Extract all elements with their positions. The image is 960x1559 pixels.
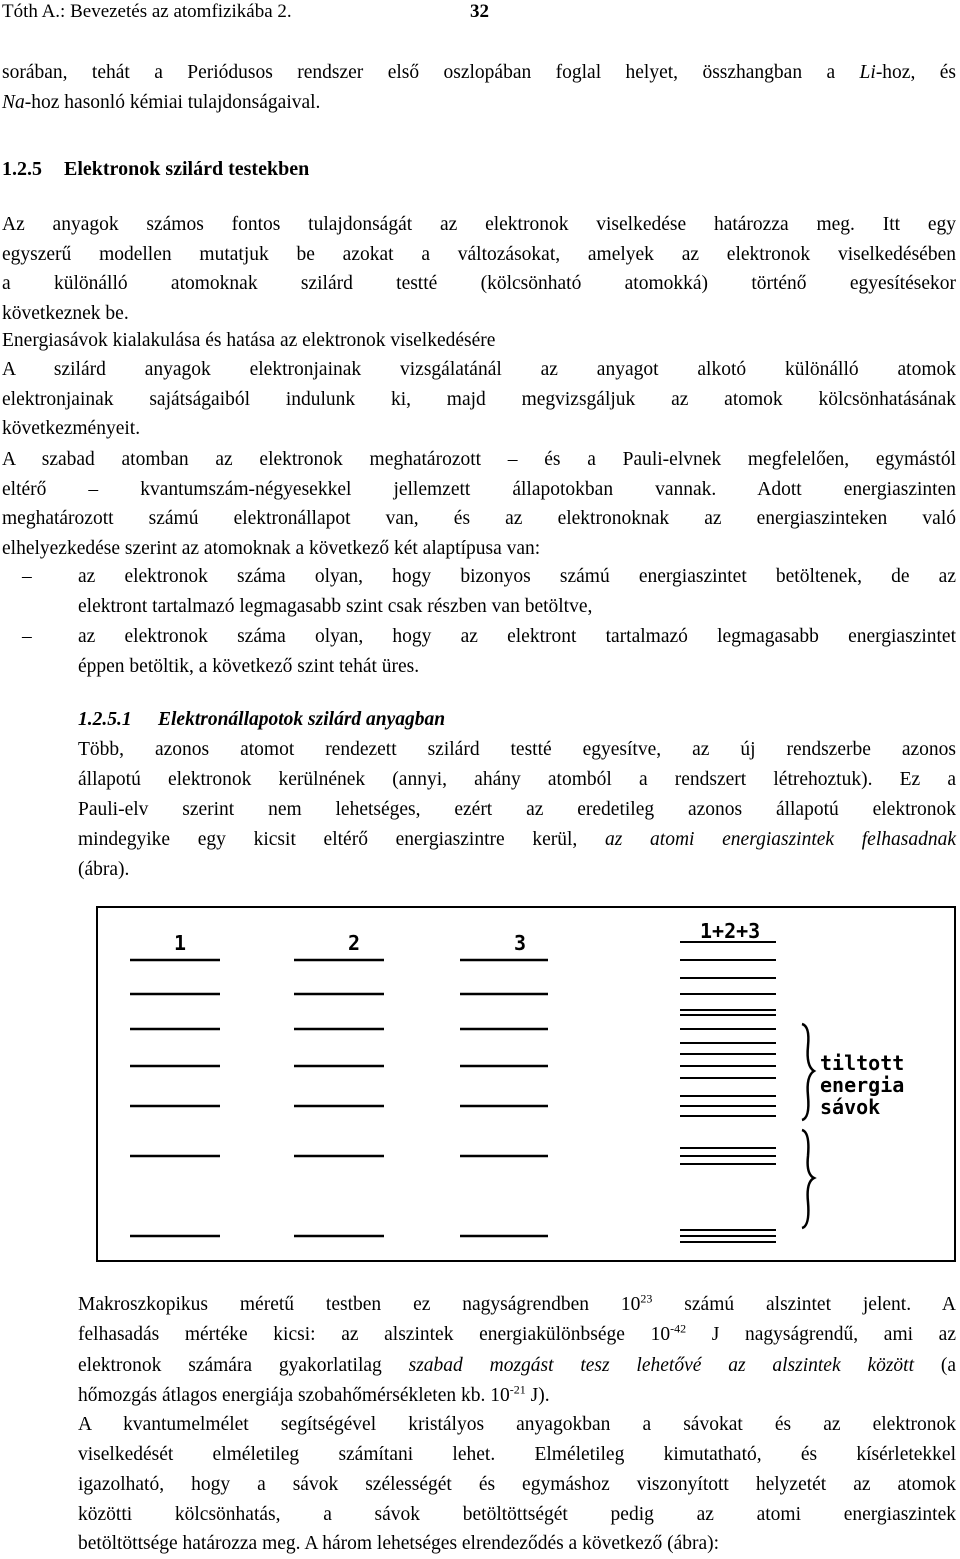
p1-line: következnek be. [2,303,129,324]
p5-line [78,1351,956,1381]
intro-line-1 [2,58,956,88]
p4-text: mindegyike egy kicsit eltérő energiaszintre kerül, [78,829,605,850]
p5-text: Makroszkopikus méretű testben ez nagyságrendben 10 [78,1294,641,1315]
p4-line: Pauli-elv szerint nem lehetséges, ezért az eredetileg azonos állapotú elektronok [78,799,956,820]
p5-text: J nagyságrendű, ami az [686,1324,956,1345]
intro-text: sorában, tehát a Periódusos rendszer első oszlopában foglal helyet, összhangban a [2,62,860,83]
energy-level-splitting-figure [96,906,956,1262]
p3-line: A szabad atomban az elektronok meghatározott – és a Pauli-elvnek megfelelően, egymástól [2,449,956,470]
p5-line [78,1381,956,1411]
subsection-number: 1.2.5.1 [78,709,132,730]
figure-label-2: 2 [348,931,361,955]
p2-line: következményeit. [2,418,141,439]
header-title: Tóth A.: Bevezetés az atomfizikába 2. [2,1,292,22]
p5-line [78,1290,956,1320]
p5-line [78,1320,956,1350]
annotation-line-2: energia [820,1073,905,1097]
p5-text: elektronok számára gyakorlatilag [78,1355,409,1376]
p4-line: Több, azonos atomot rendezett szilárd testté egyesítve, az új rendszerbe azonos [78,739,956,760]
section-number: 1.2.5 [2,158,42,180]
p6-line: A kvantumelmélet segítségével kristályos anyagokban a sávokat és az elektronok [78,1414,956,1435]
p1-line: Az anyagok számos fontos tulajdonságát az elektronok viselkedése határozza meg. Itt egy [2,214,956,235]
p2-line: elektronjainak sajátságaiból indulunk ki, majd megvizsgáljuk az atomok kölcsönhatásának [2,389,956,410]
p3-line: eltérő – kvantumszám-négyesekkel jellemzett állapotokban vannak. Adott energiaszinten [2,479,956,500]
p2-line: Energiasávok kialakulása és hatása az elektronok viselkedésére [2,330,496,351]
annotation-line-3: sávok [820,1095,881,1119]
p5-text: (a [914,1355,957,1376]
p4-line: (ábra). [78,859,130,880]
p5-text: számú alszintet jelent. A [652,1294,956,1315]
section-heading [2,154,309,184]
p6-line: viselkedését elméletileg számítani lehet. Elméletileg kimutatható, és kísérletekkel [78,1444,956,1465]
bullet-2-line: éppen betöltik, a következő szint tehát üres. [78,656,420,677]
p4-italic: az atomi energiaszintek felhasadnak [605,829,956,850]
p5-text: J). [525,1385,550,1406]
figure-label-combined: 1+2+3 [700,919,761,943]
p5-text: felhasadás mértéke kicsi: az alszintek energiakülönbsége 10 [78,1324,671,1345]
subsection-title: Elektronállapotok szilárd anyagban [158,709,446,730]
p1-line: a különálló atomoknak szilárd testté (kölcsönható atomokká) történő egyesítésekor [2,273,956,294]
p3-line: meghatározott számú elektronállapot van, és az elektronoknak az energiaszinteken való [2,508,956,529]
figure-label-1: 1 [174,931,187,955]
exponent: 23 [640,1291,653,1306]
p4-line: állapotú elektronok kerülnének (annyi, ahány atomból a rendszert létrehoztuk). Ez a [78,769,956,790]
p6-line: közötti kölcsönhatás, a sávok betöltöttségét pedig az atomi energiaszintek [78,1504,956,1525]
intro-text: -hoz, és [875,62,956,83]
exponent: -21 [509,1382,526,1397]
li-symbol: Li [859,62,876,83]
na-symbol: Na [2,92,25,113]
figure-label-3: 3 [514,931,527,955]
p2-line: A szilárd anyagok elektronjainak vizsgálatánál az anyagot alkotó különálló atomok [2,359,956,380]
page-header [2,0,489,24]
bullet-1-line: elektront tartalmazó legmagasabb szint csak részben van betöltve, [78,596,593,617]
intro-text: -hoz hasonló kémiai tulajdonságaival. [24,92,321,113]
annotation-line-1: tiltott [820,1051,905,1075]
bullet-1-line: az elektronok száma olyan, hogy bizonyos számú energiaszintet betöltenek, de az [78,566,956,587]
exponent: -42 [670,1321,687,1336]
p5-italic: szabad mozgást tesz lehetővé az alszintek között [408,1355,915,1376]
bullet-dash: – [22,626,32,647]
bullet-dash: – [22,566,32,587]
p6-line: igazolható, hogy a sávok szélességét és egymáshoz viszonyított helyzetét az atomok [78,1474,956,1495]
intro-line-2 [2,88,956,118]
p6-line: betöltöttsége határozza meg. A három lehetséges elrendeződés a következő (ábra): [78,1533,720,1554]
p5-text: hőmozgás átlagos energiája szobahőmérsékleten kb. 10 [78,1385,510,1406]
p1-line: egyszerű modellen mutatjuk be azokat a változásokat, amelyek az elektronok viselkedésében [2,244,956,265]
page-number: 32 [470,1,489,22]
p4-line [78,825,956,855]
section-title: Elektronok szilárd testekben [64,158,310,180]
bullet-2-line: az elektronok száma olyan, hogy az elektront tartalmazó legmagasabb energiaszintet [78,626,956,647]
p3-line: elhelyezkedése szerint az atomoknak a következő két alaptípusa van: [2,538,541,559]
subsection-heading [78,705,445,735]
